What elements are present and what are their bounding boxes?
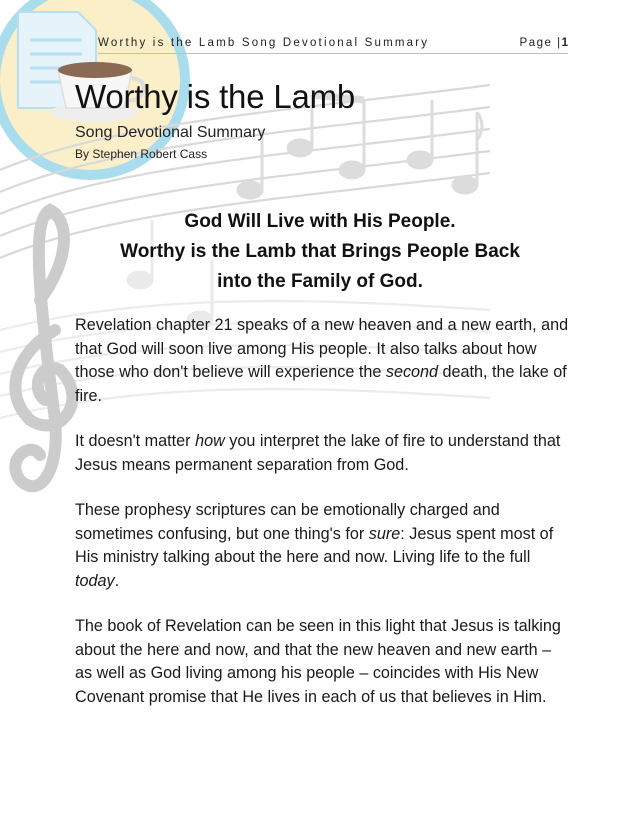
document-subtitle: Song Devotional Summary: [75, 124, 266, 141]
running-title: Worthy is the Lamb Song Devotional Summary: [98, 37, 430, 49]
page-number-label: Page |1: [519, 37, 568, 49]
headline-line-1: God Will Live with His People.: [184, 211, 456, 232]
headline: [60, 207, 580, 297]
headline-line-3: into the Family of God.: [217, 271, 423, 292]
paragraph-4: The book of Revelation can be seen in this light that Jesus is talking about the here and now, and that the new heaven and new earth – as well as God living among his people – coincides with His New Covenant promise that He lives in each of us that believes in Him.: [75, 617, 561, 706]
document-title: Worthy is the Lamb: [75, 78, 356, 115]
body-text: [75, 314, 570, 731]
author-byline: By Stephen Robert Cass: [75, 147, 208, 161]
headline-line-2: Worthy is the Lamb that Brings People Back: [120, 241, 520, 262]
paragraph-3: These prophesy scriptures can be emotionally charged and sometimes confusing, but one thing's for sure: Jesus spent most of His ministry talking about the here and now. Living life to the full today.: [75, 501, 554, 590]
running-header: [98, 37, 568, 54]
paragraph-1: Revelation chapter 21 speaks of a new heaven and a new earth, and that God will soon live among His people. It also talks about how those who don't believe will experience the second death, the lake of fire.: [75, 316, 569, 405]
paragraph-2: It doesn't matter how you interpret the lake of fire to understand that Jesus means permanent separation from God.: [75, 432, 561, 474]
page-number: 1: [561, 37, 568, 49]
